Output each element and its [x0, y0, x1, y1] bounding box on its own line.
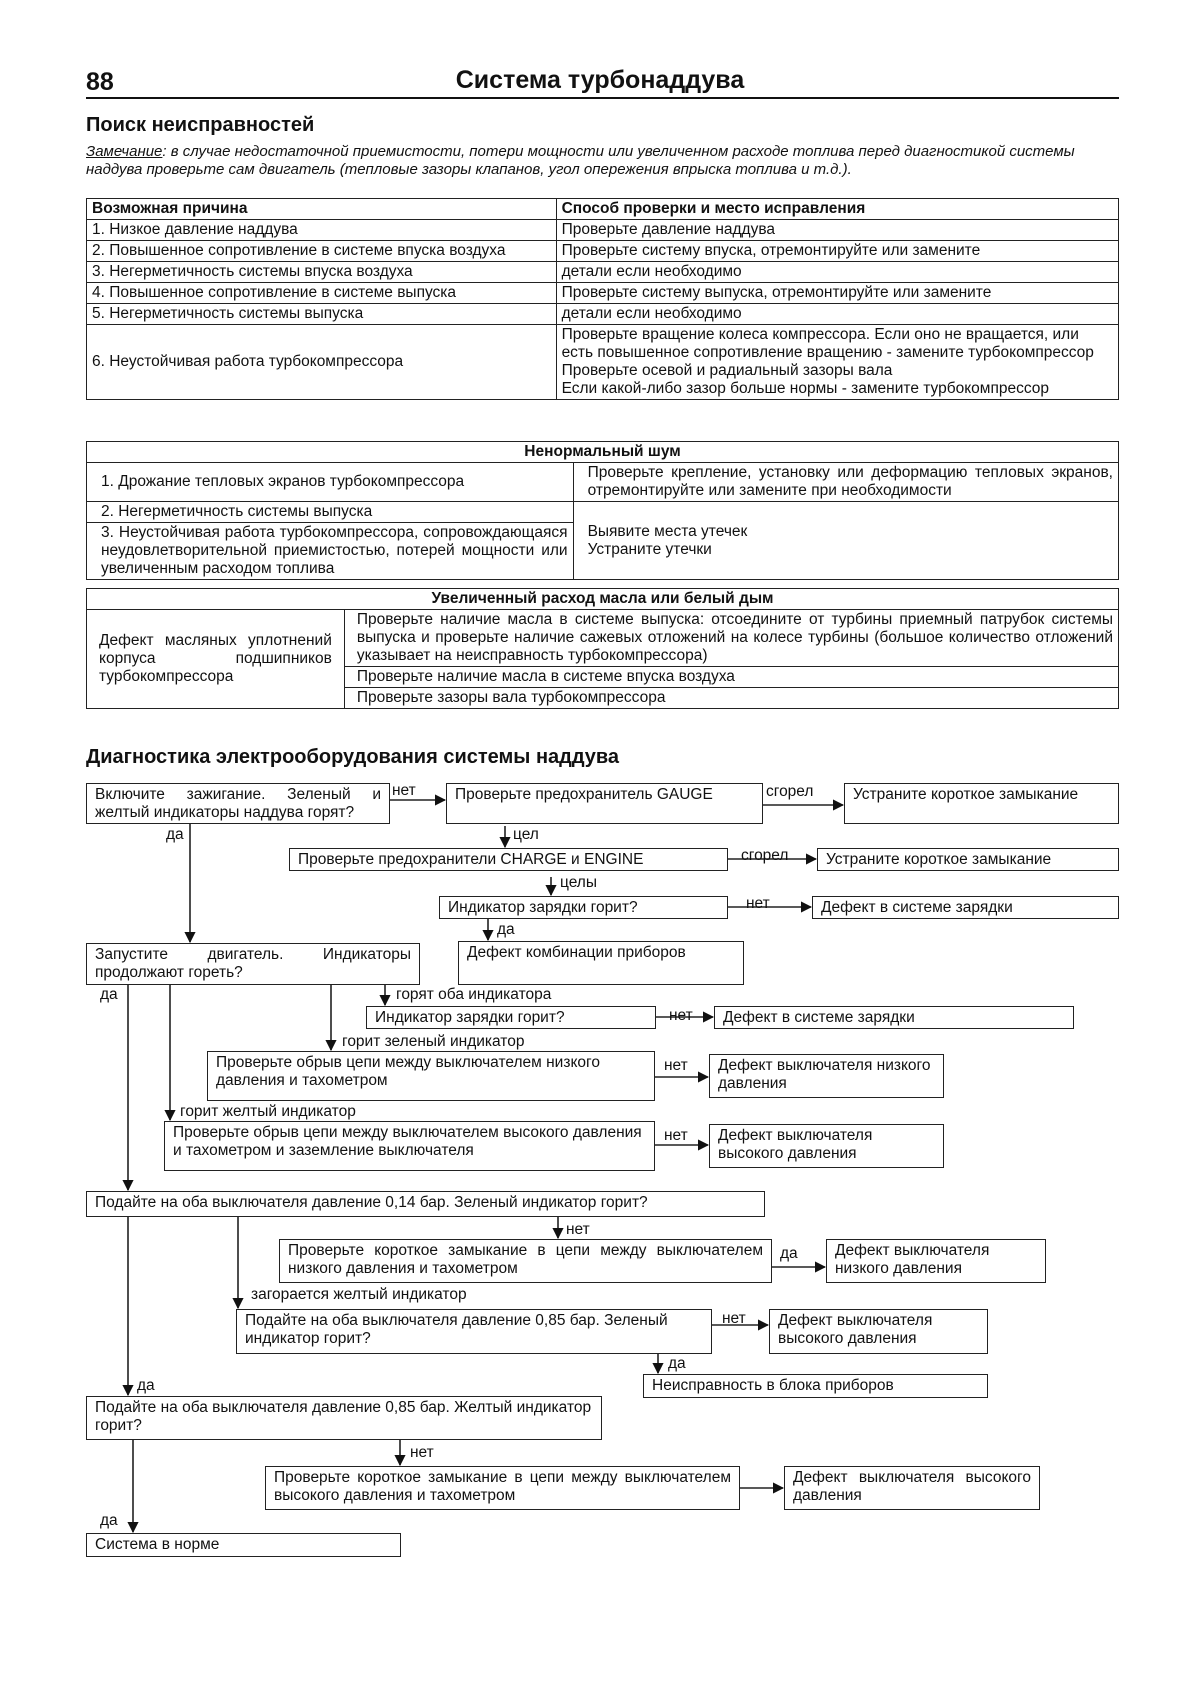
- flow-box-apply-085-bar-yellow: Подайте на оба выключателя давление 0,85 бар. Желтый индикатор горит?: [86, 1396, 602, 1440]
- flow-box-apply-085-bar-green: Подайте на оба выключателя давление 0,85 бар. Зеленый индикатор горит?: [236, 1309, 712, 1354]
- flow-box-high-switch-defect-1: Дефект выключателя высокого давления: [709, 1124, 944, 1168]
- branch-label-yes: да: [668, 1355, 686, 1372]
- cause-cell: 4. Повышенное сопротивление в системе выпуска: [87, 283, 557, 304]
- flow-box-check-high-pressure-circuit: Проверьте обрыв цепи между выключателем высокого давления и тахометром и заземление выключателя: [164, 1121, 655, 1171]
- branch-label-yes: да: [780, 1245, 798, 1262]
- branch-label-yes: да: [166, 826, 184, 843]
- branch-label-no: нет: [664, 1057, 688, 1074]
- branch-label-both-lit: горят оба индикатора: [396, 986, 552, 1003]
- branch-label-intact-plural: целы: [560, 874, 597, 891]
- branch-label-green-lit: горит зеленый индикатор: [342, 1033, 525, 1050]
- page-number: 88: [86, 68, 114, 96]
- method-cell: Проверьте систему выпуска, отремонтируйте или замените: [556, 283, 1118, 304]
- oil-section-title: Увеличенный расход масла или белый дым: [87, 589, 1119, 610]
- method-line: Проверьте осевой и радиальный зазоры вала: [561, 362, 893, 379]
- branch-label-yes: да: [497, 921, 515, 938]
- cause-cell: 3. Негерметичность системы впуска воздуха: [87, 262, 557, 283]
- cause-cell: 2. Негерметичность системы выпуска: [87, 502, 574, 523]
- branch-label-no: нет: [746, 895, 770, 912]
- method-line: Проверьте вращение колеса компрессора. Если оно не вращается, или есть повышенное сопротивление вращению - замените турбокомпрессор: [561, 326, 1094, 361]
- method-cell: Проверьте наличие масла в системе выпуска: отсоедините от турбины приемный патрубок системы выпуска и проверьте наличие сажевых отложений на колесе турбины (большое количество отложений указывает на неисправность турбокомпрессора): [344, 610, 1118, 667]
- method-cell: Проверьте зазоры вала турбокомпрессора: [344, 688, 1118, 709]
- branch-label-no: нет: [566, 1221, 590, 1238]
- flow-box-low-switch-defect-2: Дефект выключателя низкого давления: [826, 1239, 1046, 1283]
- cause-cell: Дефект масляных уплотнений корпуса подшипников турбокомпрессора: [87, 610, 345, 709]
- branch-label-no: нет: [664, 1127, 688, 1144]
- cause-cell: 1. Низкое давление наддува: [87, 220, 557, 241]
- flow-box-charging-defect-2: Дефект в системе зарядки: [714, 1006, 1074, 1029]
- troubleshooting-heading: Поиск неисправностей: [86, 114, 315, 136]
- flow-box-low-switch-defect-1: Дефект выключателя низкого давления: [709, 1054, 944, 1098]
- page-title: Система турбонаддува: [455, 66, 745, 94]
- branch-label-blown: сгорел: [741, 847, 789, 864]
- branch-label-yes: да: [137, 1377, 155, 1394]
- flow-box-check-low-short: Проверьте короткое замыкание в цепи между выключателем низкого давления и тахометром: [279, 1239, 772, 1283]
- method-line: Выявите места утечек: [587, 522, 748, 540]
- branch-label-intact: цел: [513, 826, 539, 843]
- cause-cell: 5. Негерметичность системы выпуска: [87, 304, 557, 325]
- method-cell: Проверьте наличие масла в системе впуска воздуха: [344, 667, 1118, 688]
- flow-box-cluster-defect: Дефект комбинации приборов: [458, 941, 744, 985]
- col-cause-header: Возможная причина: [87, 199, 557, 220]
- flow-box-high-switch-defect-2: Дефект выключателя высокого давления: [769, 1309, 988, 1354]
- cause-cell: 1. Дрожание тепловых экранов турбокомпрессора: [87, 463, 574, 502]
- branch-label-no: нет: [392, 782, 416, 799]
- flow-box-high-switch-defect-3: Дефект выключателя высокого давления: [784, 1466, 1040, 1510]
- flow-box-check-high-short: Проверьте короткое замыкание в цепи между выключателем высокого давления и тахометром: [265, 1466, 740, 1510]
- flow-box-apply-014-bar: Подайте на оба выключателя давление 0,14 бар. Зеленый индикатор горит?: [86, 1191, 765, 1217]
- branch-label-yes: да: [100, 986, 118, 1003]
- branch-label-no: нет: [669, 1007, 693, 1024]
- method-cell: Проверьте систему впуска, отремонтируйте или замените: [556, 241, 1118, 262]
- branch-label-no: нет: [722, 1310, 746, 1327]
- method-cell: детали если необходимо: [556, 262, 1118, 283]
- flow-box-fix-short-1: Устраните короткое замыкание: [844, 783, 1119, 824]
- flow-box-instrument-fault: Неисправность в блока приборов: [643, 1374, 988, 1398]
- method-line: Устраните утечки: [587, 540, 712, 558]
- flow-box-charge-lamp-2: Индикатор зарядки горит?: [366, 1006, 656, 1029]
- note-label: Замечание: [86, 143, 163, 160]
- flow-box-start-engine: Запустите двигатель. Индикаторы продолжают гореть?: [86, 943, 420, 985]
- method-cell: Проверьте крепление, установку или деформацию тепловых экранов, отремонтируйте или замените при необходимости: [573, 463, 1118, 502]
- method-cell: детали если необходимо: [556, 304, 1118, 325]
- flow-box-fix-short-2: Устраните короткое замыкание: [817, 848, 1119, 871]
- branch-label-yellow-on: загорается желтый индикатор: [251, 1286, 467, 1303]
- diagnostics-heading: Диагностика электрооборудования системы наддува: [86, 746, 620, 768]
- method-line: Если какой-либо зазор больше нормы - замените турбокомпрессор: [561, 380, 1049, 397]
- flow-box-fuses-charge-engine: Проверьте предохранители CHARGE и ENGINE: [289, 848, 728, 871]
- cause-cell: 6. Неустойчивая работа турбокомпрессора: [87, 325, 557, 400]
- flow-box-charging-defect-1: Дефект в системе зарядки: [812, 896, 1119, 919]
- flow-box-system-ok: Система в норме: [86, 1533, 401, 1557]
- noise-section-title: Ненормальный шум: [87, 442, 1119, 463]
- branch-label-yellow-lit: горит желтый индикатор: [180, 1103, 356, 1120]
- branch-label-yes: да: [100, 1512, 118, 1529]
- cause-cell: 2. Повышенное сопротивление в системе впуска воздуха: [87, 241, 557, 262]
- note-text: : в случае недостаточной приемистости, потери мощности или увеличенном расходе топлива перед диагностикой системы наддува проверьте сам двигатель (тепловые зазоры клапанов, угол опережения впрыска топлива и т.д.).: [86, 143, 1075, 178]
- flow-box-fuse-gauge: Проверьте предохранитель GAUGE: [446, 783, 763, 824]
- branch-label-blown: сгорел: [766, 783, 814, 800]
- branch-label-no: нет: [410, 1444, 434, 1461]
- method-cell: Проверьте давление наддува: [556, 220, 1118, 241]
- flow-box-check-low-pressure-circuit: Проверьте обрыв цепи между выключателем низкого давления и тахометром: [207, 1051, 655, 1101]
- col-method-header: Способ проверки и место исправления: [556, 199, 1118, 220]
- cause-cell: 3. Неустойчивая работа турбокомпрессора, сопровождающаяся неудовлетворительной приемистостью, потерей мощности или увеличенным расходом топлива: [87, 523, 574, 580]
- flow-box-ignition-check: Включите зажигание. Зеленый и желтый индикаторы наддува горят?: [86, 783, 390, 824]
- flow-box-charge-lamp-1: Индикатор зарядки горит?: [439, 896, 728, 919]
